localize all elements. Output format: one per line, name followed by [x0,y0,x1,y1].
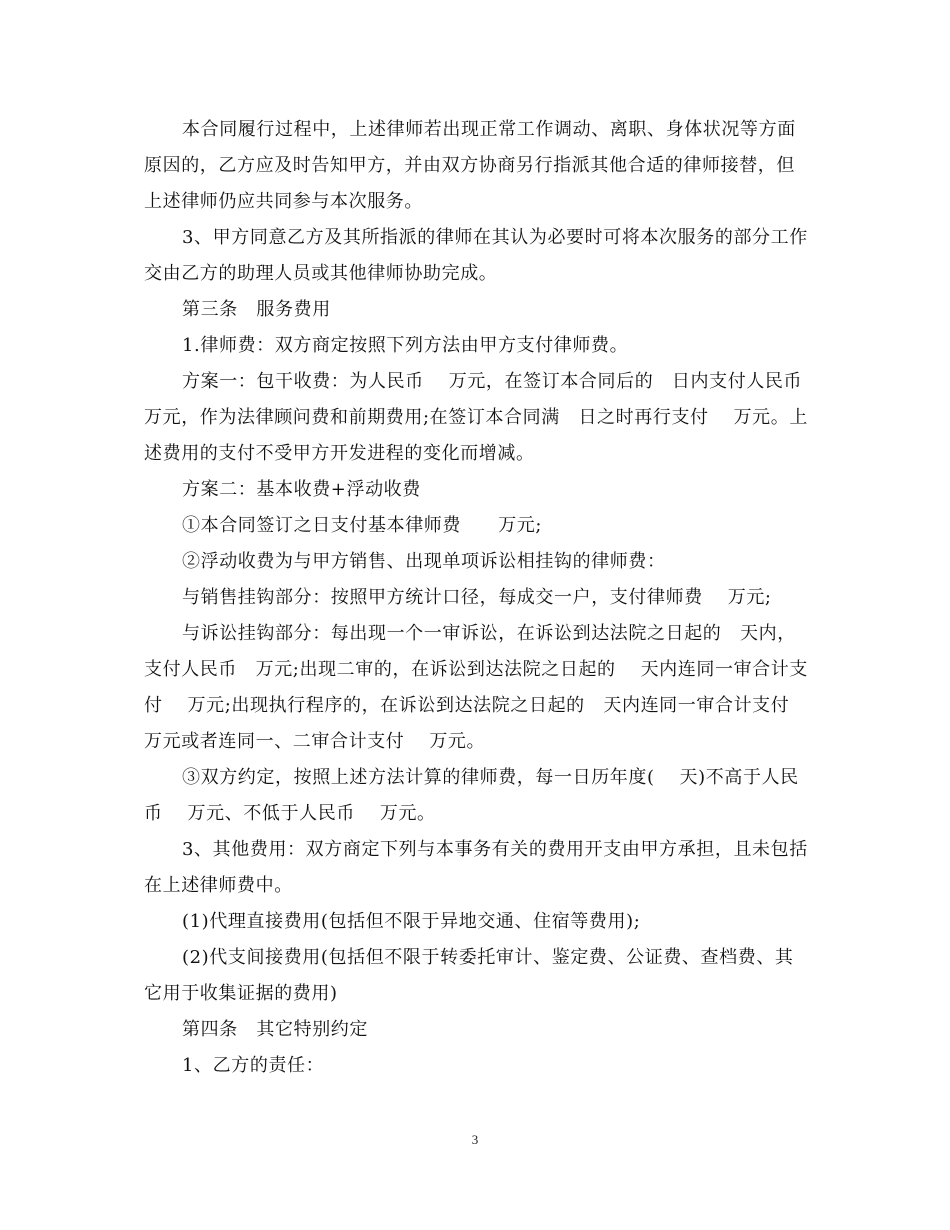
paragraph-floating-fee: ②浮动收费为与甲方销售、出现单项诉讼相挂钩的律师费： [182,551,666,572]
paragraph-other-fees: 3、其他费用：双方商定下列与本事务有关的费用开支由甲方承担，且未包括在上述律师费中。 [144,839,808,896]
paragraph-sales-linked: 与销售挂钩部分：按照甲方统计口径，每成交一户，支付律师费 万元; [182,587,772,608]
paragraph-plan-two: 方案二：基本收费+浮动收费 [182,479,421,500]
paragraph-base-fee: ①本合同签订之日支付基本律师费 万元; [182,515,543,536]
page-number: 3 [471,1132,479,1147]
paragraph-indirect-costs: (2)代支间接费用(包括但不限于转委托审计、鉴定费、公证费、查档费、其它用于收集证据的费用) [144,947,794,1004]
paragraph-plan-one: 方案一：包干收费：为人民币 万元，在签订本合同后的 日内支付人民币 万元，作为法律顾问费和前期费用;在签订本合同满 日之时再行支付 万元。上述费用的支付不受甲方开发进程的变化而增减。 [144,371,821,464]
heading-article-three: 第三条 服务费用 [182,299,331,320]
paragraph-lawyer-fee: 1.律师费：双方商定按照下列方法由甲方支付律师费。 [182,335,629,356]
paragraph-litigation-linked: 与诉讼挂钩部分：每出现一个一审诉讼，在诉讼到达法院之日起的 天内，支付人民币 万元;出现二审的，在诉讼到达法院之日起的 天内连同一审合计支付 万元;出现执行程序的，在诉讼到达法院之日起的 天内连同一审合计支付 万元或者连同一、二审合计支付 万元。 [144,623,808,752]
paragraph-annual-cap: ③双方约定，按照上述方法计算的律师费，每一日历年度( 天)不高于人民币 万元、不低于人民币 万元。 [144,767,799,824]
paragraph-lawyer-replacement: 本合同履行过程中，上述律师若出现正常工作调动、离职、身体状况等方面原因的，乙方应及时告知甲方，并由双方协商另行指派其他合适的律师接替，但上述律师仍应共同参与本次服务。 [144,119,796,212]
paragraph-assistant-delegation: 3、甲方同意乙方及其所指派的律师在其认为必要时可将本次服务的部分工作交由乙方的助理人员或其他律师协助完成。 [144,227,808,284]
document-body [144,112,821,1084]
heading-article-four: 第四条 其它特别约定 [182,1019,368,1040]
paragraph-party-b-duty: 1、乙方的责任： [182,1055,325,1076]
paragraph-direct-costs: (1)代理直接费用(包括但不限于异地交通、住宿等费用); [182,911,641,932]
